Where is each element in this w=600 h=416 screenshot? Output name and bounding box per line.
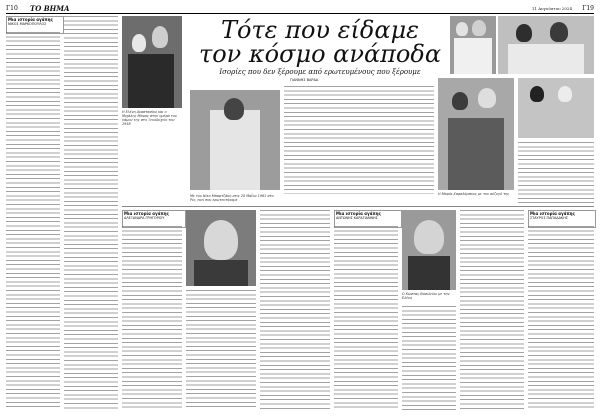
article-column-3 (122, 226, 182, 410)
photo-figure (516, 24, 532, 42)
caption-4: Ο Κώστας Βασιλείου με την Ελένη (402, 292, 450, 300)
photo-couple-right-3 (438, 78, 514, 190)
photo-dark-region (128, 54, 174, 108)
page-header (6, 3, 594, 13)
article-column-6 (334, 226, 398, 410)
photo-figure (452, 92, 468, 110)
article-column-9 (528, 226, 594, 410)
photo-portrait-woman (186, 210, 256, 286)
feature-title (190, 18, 450, 66)
article-column-4 (186, 290, 256, 410)
photo-couple-right-2 (498, 16, 594, 74)
feature-byline: ΓΙΑΝΝΗΣ ΒΑΡΔΑ (290, 78, 319, 82)
photo-wedding-couple (122, 16, 182, 108)
photo-face (204, 220, 238, 260)
story-box-1-name: ΝΙΚΟΣ ΜΑΡΚΟΠΟΥΛΟΣ (8, 22, 47, 27)
photo-figure (472, 20, 486, 36)
story-box-4-name: ΣΤΑΥΡΟΣ ΠΑΠΑΔΑΚΗΣ (530, 216, 568, 221)
photo-couple-right-4 (518, 78, 594, 138)
page-number-left: Γ10 (6, 4, 18, 12)
article-column-7 (402, 306, 456, 410)
photo-figure (152, 26, 168, 48)
story-box-1-head: Μια ιστορία αγάπης (8, 17, 53, 22)
feature-title-line-2: τον κόσμο ανάποδα (198, 40, 442, 68)
feature-title-line-1: Τότε που είδαμε (220, 16, 420, 44)
story-box-2-head: Μια ιστορία αγάπης (124, 211, 169, 216)
article-column-5 (260, 210, 330, 410)
caption-3: Η Μαρία Χαραλάμπους με τον σύζυγό της (438, 192, 510, 196)
photo-dress (454, 38, 492, 74)
photo-figure (478, 88, 496, 108)
photo-figure (530, 86, 544, 102)
photo-dark-region (194, 260, 248, 286)
article-column-1 (6, 32, 60, 410)
story-box-2-name: ΑΛΕΞΑΝΔΡΑ ΓΡΗΓΟΡΙΟΥ (124, 216, 165, 221)
photo-wedding-ceremony (190, 90, 280, 190)
photo-dress (508, 44, 584, 74)
photo-couple-right-1 (450, 16, 496, 74)
story-box-3-head: Μια ιστορία αγάπης (336, 211, 381, 216)
photo-figure (132, 34, 146, 52)
story-box-3-name: ΑΝΤΩΝΗΣ ΚΑΡΑΓΙΑΝΝΗΣ (336, 216, 378, 221)
header-rule (6, 13, 594, 14)
article-column-2 (64, 16, 118, 410)
photo-portrait-man (402, 210, 456, 290)
article-column-8 (460, 210, 524, 410)
photo-figure (456, 22, 468, 36)
page-number-right: Γ19 (582, 4, 594, 12)
article-intro (284, 86, 434, 194)
feature-subtitle: Ισορίες που δεν ξέρουμε από ερωτευμένους που ξέρουμε (219, 68, 421, 76)
photo-figure (224, 98, 244, 120)
photo-face (414, 220, 444, 254)
story-box-4-head: Μια ιστορία αγάπης (530, 211, 575, 216)
issue-date: 11 Αυγούστου 2024 (531, 6, 572, 11)
masthead: ΤΟ ΒΗΜΑ (30, 3, 70, 13)
caption-2: Με τον Νίκο Μπαρτζάκη στις 20 Μαΐου 1961 στο Ρίο, εκεί που ερωτευτήκαμε (190, 194, 274, 202)
section-divider (122, 206, 594, 207)
photo-dark-region (448, 118, 504, 190)
photo-figure (550, 22, 568, 42)
photo-figure (558, 86, 572, 102)
article-column-right-top (518, 142, 594, 204)
caption-1: Η Ελένη Αναστασίου και ο Μιχάλης Μάνας στην ημέρα του γάμου της στο Ξενοδοχείο του 1958 (122, 110, 177, 126)
photo-dark-region (408, 256, 450, 290)
photo-bride (210, 110, 260, 190)
